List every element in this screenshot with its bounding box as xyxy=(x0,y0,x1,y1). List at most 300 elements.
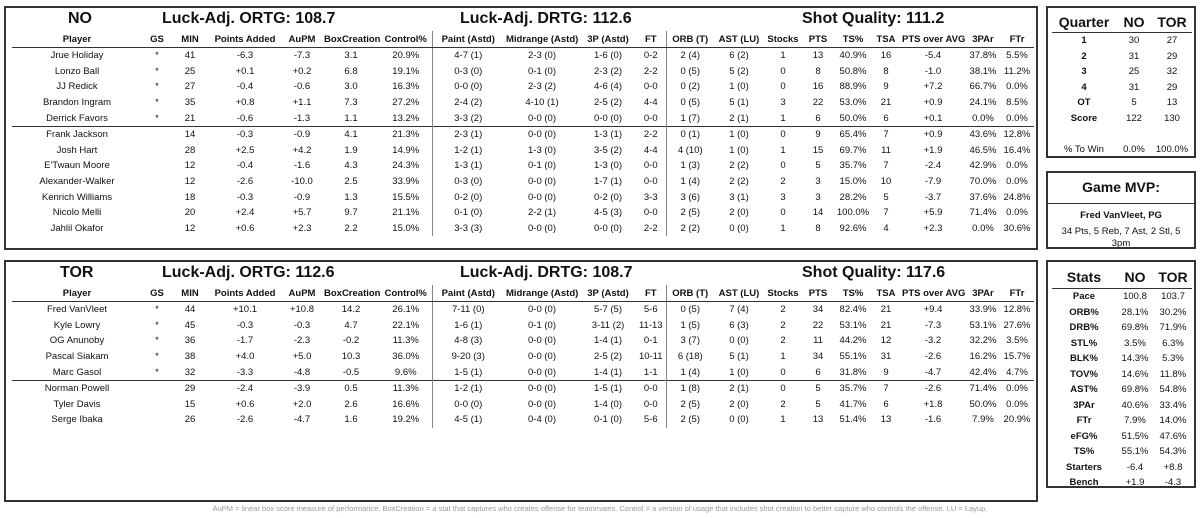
col-header-ast-lu: AST (LU) xyxy=(714,285,764,302)
cell-points-added: -0.3 xyxy=(236,319,254,331)
cell-tsa: 13 xyxy=(880,414,892,426)
cell-control: 19.2% xyxy=(392,414,420,426)
cell-points-added: +10.1 xyxy=(232,304,258,316)
cell-aupm: -1.6 xyxy=(293,160,311,172)
win-label: % To Win xyxy=(1064,144,1104,156)
col-header-min: MIN xyxy=(172,285,208,302)
cell-pts: 6 xyxy=(815,112,821,124)
cell-boxcreation: 0.5 xyxy=(322,380,380,396)
cell-boxcreation: 4.3 xyxy=(344,160,358,172)
quarter-row xyxy=(1052,80,1192,96)
cell-ftr: 3.5% xyxy=(1006,335,1028,347)
cell-ft: 10-11 xyxy=(638,351,663,363)
cell-stocks: 0 xyxy=(764,126,802,142)
cell-points-added: +4.0 xyxy=(235,351,255,363)
cell-pts: 5 xyxy=(802,380,834,396)
no-value: -6.4 xyxy=(1126,461,1144,473)
cell-ft: 0-2 xyxy=(643,50,658,62)
cell-pts-over-avg: -7.3 xyxy=(924,319,942,331)
no-value: 69.8% xyxy=(1121,322,1149,334)
no-value: 3.5% xyxy=(1124,337,1146,349)
cell-tsa: 16 xyxy=(880,50,892,62)
cell-orb-t: 3 (6) xyxy=(666,189,714,205)
cell-3par: 7.9% xyxy=(972,414,994,426)
cell-orb-t: 1 (3) xyxy=(666,158,714,174)
cell-orb-t: 1 (4) xyxy=(666,174,714,190)
cell-midrange-astd: 1-3 (0) xyxy=(528,144,556,156)
cell-pts: 22 xyxy=(812,97,824,109)
cell-orb-t: 2 (4) xyxy=(666,48,714,64)
stats-panel xyxy=(1046,260,1196,488)
quarter-row xyxy=(1052,33,1192,49)
cell-boxcreation: -0.5 xyxy=(342,366,360,378)
cell-tsa: 7 xyxy=(872,126,900,142)
tor-value: 47.6% xyxy=(1159,430,1187,442)
cell-ft: 0-0 xyxy=(643,160,658,172)
table-row xyxy=(12,189,1034,205)
cell-min: 44 xyxy=(184,304,196,316)
cell-boxcreation: 4.1 xyxy=(322,126,380,142)
cell-ftr: 8.5% xyxy=(1006,97,1028,109)
cell-3par: 0.0% xyxy=(972,112,994,124)
team-stats-table xyxy=(1052,266,1192,491)
cell-ast-lu: 1 (0) xyxy=(729,366,749,378)
cell-ftr: 24.8% xyxy=(1003,191,1031,203)
tor-score: 130 xyxy=(1164,112,1180,124)
cell-ts: 35.7% xyxy=(834,380,872,396)
stat-row xyxy=(1052,336,1192,352)
cell-ts: 50.8% xyxy=(839,65,867,77)
table-row xyxy=(12,221,1034,237)
player-name: Tyler Davis xyxy=(53,398,101,410)
cell-aupm: -7.3 xyxy=(293,50,311,62)
quarter-label: Score xyxy=(1070,112,1098,124)
cell-gs xyxy=(142,397,172,413)
col-header-pts-over-avg: PTS over AVG xyxy=(900,31,966,48)
cell-ftr: 0.0% xyxy=(1006,176,1028,188)
drtg-label: Luck-Adj. DRTG: 112.6 xyxy=(460,10,632,27)
cell-control: 15.0% xyxy=(392,222,420,234)
stat-row xyxy=(1052,429,1192,445)
cell-ts: 31.8% xyxy=(839,366,867,378)
cell-orb-t: 0 (1) xyxy=(666,126,714,142)
player-name: Alexander-Walker xyxy=(39,176,115,188)
cell-tsa: 9 xyxy=(883,81,889,93)
cell-aupm: +0.2 xyxy=(292,65,312,77)
cell-boxcreation: 10.3 xyxy=(341,351,361,363)
player-name: Lonzo Ball xyxy=(54,65,100,77)
col-header-ftr: FTr xyxy=(1000,285,1034,302)
cell-pts-over-avg: -2.6 xyxy=(900,380,966,396)
cell-midrange-astd: 0-0 (0) xyxy=(528,304,556,316)
cell-ft: 4-4 xyxy=(643,144,658,156)
quarter-label: 1 xyxy=(1081,35,1087,47)
tor-header: TOR xyxy=(1154,266,1192,289)
col-header-aupm: AuPM xyxy=(282,285,322,302)
stat-row xyxy=(1052,289,1192,305)
cell-stocks: 0 xyxy=(780,160,786,172)
cell-tsa: 11 xyxy=(881,144,891,156)
cell-tsa: 7 xyxy=(883,160,889,172)
no-score: 25 xyxy=(1128,66,1140,78)
no-value: 69.8% xyxy=(1121,384,1149,396)
col-header-ast-lu: AST (LU) xyxy=(714,31,764,48)
col-header-control: Control% xyxy=(380,31,432,48)
player-name: Kenrich Williams xyxy=(41,191,113,203)
table-row xyxy=(12,95,1034,111)
cell-midrange-astd: 0-0 (0) xyxy=(504,126,580,142)
cell-paint-astd: 2-3 (1) xyxy=(432,126,504,142)
ortg-label: Luck-Adj. ORTG: 108.7 xyxy=(162,10,336,27)
no-score: 5 xyxy=(1131,97,1137,109)
cell-ftr: 0.0% xyxy=(1006,81,1028,93)
cell-midrange-astd: 2-3 (0) xyxy=(528,50,556,62)
cell-3p-astd: 0-2 (0) xyxy=(594,191,622,203)
no-score: 122 xyxy=(1126,112,1142,124)
cell-3p-astd: 3-5 (2) xyxy=(594,144,622,156)
stat-label: BLK% xyxy=(1070,353,1098,365)
tor-value: +8.8 xyxy=(1163,461,1183,473)
stat-label: DRB% xyxy=(1069,322,1099,334)
stat-label: TOV% xyxy=(1070,368,1098,380)
col-header-ts: TS% xyxy=(834,285,872,302)
stat-row xyxy=(1052,460,1192,476)
no-header: NO xyxy=(1116,12,1152,33)
cell-gs: * xyxy=(155,304,159,316)
cell-stocks: 2 xyxy=(780,398,786,410)
cell-paint-astd: 1-6 (1) xyxy=(432,318,504,334)
no-score: 31 xyxy=(1128,50,1140,62)
cell-orb-t: 1 (5) xyxy=(666,318,714,334)
cell-pts-over-avg: +1.8 xyxy=(923,398,943,410)
mvp-stats: 34 Pts, 5 Reb, 7 Ast, 2 Stl, 5 3pm xyxy=(1061,226,1181,249)
table-row xyxy=(12,302,1034,318)
cell-control: 16.3% xyxy=(392,81,420,93)
table-row xyxy=(12,333,1034,349)
cell-pts: 3 xyxy=(815,176,821,188)
cell-orb-t: 0 (5) xyxy=(666,64,714,80)
table-row xyxy=(12,110,1034,126)
quarter-row xyxy=(1052,111,1192,127)
cell-ast-lu: 5 (1) xyxy=(729,97,749,109)
no-value: 40.6% xyxy=(1121,399,1149,411)
cell-pts: 3 xyxy=(815,191,821,203)
cell-pts: 16 xyxy=(812,81,824,93)
cell-stocks: 1 xyxy=(780,112,786,124)
player-name: Josh Hart xyxy=(56,144,98,156)
cell-pts-over-avg: -1.6 xyxy=(924,414,942,426)
no-value: 55.1% xyxy=(1121,446,1149,458)
cell-gs: * xyxy=(155,366,159,378)
table-row xyxy=(12,318,1034,334)
col-header-paint-astd: Paint (Astd) xyxy=(432,285,504,302)
col-header-ft: FT xyxy=(636,285,666,302)
table-row xyxy=(12,79,1034,95)
col-header-points-added: Points Added xyxy=(208,31,282,48)
cell-paint-astd: 1-2 (1) xyxy=(432,380,504,396)
cell-paint-astd: 9-20 (3) xyxy=(432,349,504,365)
col-header-stocks: Stocks xyxy=(764,285,802,302)
cell-stocks: 3 xyxy=(780,97,786,109)
cell-3par: 32.2% xyxy=(969,335,997,347)
cell-control: 11.3% xyxy=(380,380,432,396)
quarter-label: OT xyxy=(1077,97,1091,109)
cell-3p-astd: 5-7 (5) xyxy=(594,304,622,316)
player-name: Jrue Holiday xyxy=(50,50,104,62)
tor-value: 54.3% xyxy=(1159,446,1187,458)
cell-control: 14.9% xyxy=(392,144,420,156)
col-header-ft: FT xyxy=(636,31,666,48)
table-row xyxy=(12,205,1034,221)
stat-label: FTr xyxy=(1076,415,1092,427)
cell-ast-lu: 3 (1) xyxy=(729,191,749,203)
no-value: 100.8 xyxy=(1123,291,1147,303)
col-header-gs: GS xyxy=(142,285,172,302)
stat-row xyxy=(1052,320,1192,336)
tor-score: 32 xyxy=(1166,66,1178,78)
cell-control: 20.9% xyxy=(392,50,420,62)
cell-midrange-astd: 0-1 (0) xyxy=(528,160,556,172)
cell-orb-t: 6 (18) xyxy=(666,349,714,365)
cell-pts: 11 xyxy=(813,335,823,347)
cell-boxcreation: 4.7 xyxy=(344,319,358,331)
cell-ftr: 20.9% xyxy=(1003,414,1031,426)
team-name: NO xyxy=(68,10,92,27)
table-row xyxy=(12,48,1034,64)
no-win-pct: 0.0% xyxy=(1123,144,1145,156)
cell-min: 25 xyxy=(184,65,196,77)
cell-points-added: -6.3 xyxy=(236,50,254,62)
team-panel-tor xyxy=(4,260,1038,502)
cell-ft: 0-1 xyxy=(643,335,658,347)
cell-points-added: +2.5 xyxy=(235,144,255,156)
cell-ft: 3-3 xyxy=(643,191,658,203)
col-header-orb-t: ORB (T) xyxy=(666,31,714,48)
table-row xyxy=(12,349,1034,365)
cell-points-added: +0.6 xyxy=(235,398,255,410)
player-name: Brandon Ingram xyxy=(42,97,112,109)
cell-control: 11.3% xyxy=(392,335,419,347)
stat-row xyxy=(1052,382,1192,398)
cell-stocks: 2 xyxy=(780,304,786,316)
cell-aupm: +10.8 xyxy=(289,304,315,316)
cell-tsa: 7 xyxy=(872,380,900,396)
cell-min: 12 xyxy=(184,160,196,172)
cell-3p-astd: 1-6 (0) xyxy=(594,50,622,62)
cell-3par: 71.4% xyxy=(969,207,997,219)
cell-3p-astd: 1-5 (1) xyxy=(580,380,636,396)
cell-ft: 5-6 xyxy=(643,304,658,316)
tor-value: 6.3% xyxy=(1162,337,1184,349)
cell-ft: 2-2 xyxy=(643,65,658,77)
cell-min: 12 xyxy=(184,176,196,188)
cell-ast-lu: 5 (1) xyxy=(729,351,749,363)
cell-midrange-astd: 0-0 (0) xyxy=(528,351,556,363)
player-name: OG Anunoby xyxy=(49,335,105,347)
stat-label: Starters xyxy=(1066,461,1102,473)
cell-stocks: 0 xyxy=(764,380,802,396)
cell-ftr: 4.7% xyxy=(1006,366,1028,378)
cell-pts: 13 xyxy=(812,414,824,426)
cell-3p-astd: 1-3 (0) xyxy=(594,160,622,172)
cell-tsa: 21 xyxy=(880,97,892,109)
no-value: +1.9 xyxy=(1125,477,1145,489)
cell-min: 35 xyxy=(184,97,196,109)
table-row xyxy=(12,126,1034,142)
cell-ft: 4-4 xyxy=(643,97,658,109)
cell-ft: 5-6 xyxy=(643,414,658,426)
cell-boxcreation: 1.3 xyxy=(344,191,358,203)
cell-3p-astd: 2-5 (2) xyxy=(594,351,622,363)
quarter-header: Quarter xyxy=(1052,12,1116,33)
cell-gs xyxy=(142,189,172,205)
cell-ts: 44.2% xyxy=(839,335,867,347)
table-row xyxy=(12,143,1034,159)
cell-boxcreation: -0.2 xyxy=(342,335,360,347)
cell-points-added: -2.6 xyxy=(236,176,254,188)
stat-row xyxy=(1052,398,1192,414)
stat-label: Pace xyxy=(1072,291,1096,303)
tor-win-pct: 100.0% xyxy=(1155,144,1189,156)
col-header-pts-over-avg: PTS over AVG xyxy=(900,285,966,302)
cell-orb-t: 2 (5) xyxy=(666,397,714,413)
tor-score: 27 xyxy=(1166,35,1178,47)
cell-gs xyxy=(142,143,172,159)
cell-pts-over-avg: -5.4 xyxy=(924,50,942,62)
cell-ftr: 0.0% xyxy=(1000,380,1034,396)
cell-paint-astd: 1-2 (1) xyxy=(432,143,504,159)
cell-boxcreation: 1.6 xyxy=(344,414,358,426)
footnote: AuPM = linear box score measure of performance. BoxCreation = a stat that captures who creates offense for teammates. Control = a version of usage that includes shot creation to better capture who controls the offense. LU = Layup. xyxy=(212,504,988,513)
cell-ft: 0-0 xyxy=(643,398,658,410)
cell-ftr: 12.8% xyxy=(1000,126,1034,142)
cell-3par: 42.4% xyxy=(969,366,997,378)
cell-tsa: 21 xyxy=(880,319,892,331)
tor-value: 11.8% xyxy=(1159,368,1187,380)
cell-ts: 88.9% xyxy=(839,81,867,93)
cell-3p-astd: 2-3 (2) xyxy=(594,65,622,77)
table-row xyxy=(12,412,1034,428)
cell-gs: * xyxy=(155,112,159,124)
cell-min: 32 xyxy=(184,366,196,378)
cell-min: 20 xyxy=(184,207,196,219)
cell-ftr: 5.5% xyxy=(1006,50,1028,62)
cell-orb-t: 2 (5) xyxy=(666,205,714,221)
cell-tsa: 6 xyxy=(883,112,889,124)
col-header-boxcreation: BoxCreation xyxy=(322,285,380,302)
cell-pts-over-avg: +9.4 xyxy=(923,304,943,316)
cell-midrange-astd: 0-0 (0) xyxy=(528,335,556,347)
cell-stocks: 0 xyxy=(780,81,786,93)
cell-min: 14 xyxy=(172,126,208,142)
cell-pts-over-avg: +7.2 xyxy=(923,81,943,93)
quarter-row xyxy=(1052,64,1192,80)
shot-quality-label: Shot Quality: 117.6 xyxy=(802,264,946,281)
tor-value: 54.8% xyxy=(1159,384,1187,396)
cell-orb-t: 2 (2) xyxy=(666,221,714,237)
cell-min: 12 xyxy=(184,222,196,234)
cell-boxcreation: 2.6 xyxy=(344,398,358,410)
cell-stocks: 0 xyxy=(780,366,786,378)
cell-ft: 0-0 xyxy=(643,207,658,219)
cell-pts-over-avg: -4.7 xyxy=(924,366,942,378)
col-header-tsa: TSA xyxy=(872,31,900,48)
cell-ast-lu: 0 (0) xyxy=(729,414,749,426)
col-header-3p-astd: 3P (Astd) xyxy=(580,31,636,48)
cell-gs: * xyxy=(155,50,159,62)
cell-tsa: 4 xyxy=(883,222,889,234)
tor-score: 29 xyxy=(1166,50,1178,62)
cell-midrange-astd: 0-0 (0) xyxy=(528,366,556,378)
cell-orb-t: 0 (5) xyxy=(666,95,714,111)
player-name: Pascal Siakam xyxy=(45,351,109,363)
cell-min: 45 xyxy=(184,319,196,331)
cell-midrange-astd: 0-4 (0) xyxy=(528,414,556,426)
cell-tsa: 10 xyxy=(880,176,892,188)
player-name: Jahlil Okafor xyxy=(50,222,104,234)
cell-paint-astd: 0-0 (0) xyxy=(432,397,504,413)
cell-3par: 71.4% xyxy=(966,380,1000,396)
cell-pts: 5 xyxy=(815,160,821,172)
cell-ftr: 0.0% xyxy=(1006,160,1028,172)
cell-aupm: -0.3 xyxy=(293,319,311,331)
col-header-aupm: AuPM xyxy=(282,31,322,48)
cell-min: 15 xyxy=(184,398,196,410)
cell-pts-over-avg: -2.4 xyxy=(924,160,942,172)
player-name: Marc Gasol xyxy=(52,366,102,378)
col-header-min: MIN xyxy=(172,31,208,48)
cell-paint-astd: 0-1 (0) xyxy=(432,205,504,221)
no-value: 28.1% xyxy=(1121,306,1149,318)
cell-stocks: 1 xyxy=(780,50,786,62)
cell-control: 21.1% xyxy=(392,207,420,219)
cell-min: 18 xyxy=(184,191,196,203)
cell-paint-astd: 4-7 (1) xyxy=(432,48,504,64)
cell-stocks: 1 xyxy=(780,351,786,363)
cell-ts: 69.7% xyxy=(839,144,867,156)
cell-ft: 11-13 xyxy=(638,319,663,331)
cell-midrange-astd: 0-0 (0) xyxy=(528,191,556,203)
cell-gs: * xyxy=(155,65,159,77)
cell-stocks: 2 xyxy=(780,176,786,188)
cell-boxcreation: 1.1 xyxy=(344,112,358,124)
drtg-label: Luck-Adj. DRTG: 108.7 xyxy=(460,264,633,281)
cell-ft: 1-1 xyxy=(643,366,658,378)
cell-tsa: 7 xyxy=(883,207,889,219)
col-header-3par: 3PAr xyxy=(966,31,1000,48)
cell-stocks: 0 xyxy=(780,207,786,219)
cell-3par: 46.5% xyxy=(969,144,997,156)
cell-paint-astd: 4-8 (3) xyxy=(432,333,504,349)
cell-control: 13.2% xyxy=(392,112,420,124)
cell-3p-astd: 1-4 (0) xyxy=(594,398,622,410)
stat-label: eFG% xyxy=(1070,430,1098,442)
col-header-3par: 3PAr xyxy=(966,285,1000,302)
player-name: Norman Powell xyxy=(12,380,142,396)
cell-ts: 53.1% xyxy=(839,319,867,331)
mvp-name: Fred VanVleet, PG xyxy=(1080,210,1162,221)
cell-midrange-astd: 0-1 (0) xyxy=(528,319,556,331)
cell-midrange-astd: 0-0 (0) xyxy=(528,112,556,124)
cell-tsa: 9 xyxy=(883,366,889,378)
col-header-orb-t: ORB (T) xyxy=(666,285,714,302)
cell-aupm: -3.9 xyxy=(282,380,322,396)
cell-min: 27 xyxy=(184,81,196,93)
cell-paint-astd: 0-2 (0) xyxy=(432,189,504,205)
cell-points-added: +0.1 xyxy=(235,65,255,77)
cell-pts: 14 xyxy=(812,207,824,219)
cell-aupm: +1.1 xyxy=(292,97,312,109)
